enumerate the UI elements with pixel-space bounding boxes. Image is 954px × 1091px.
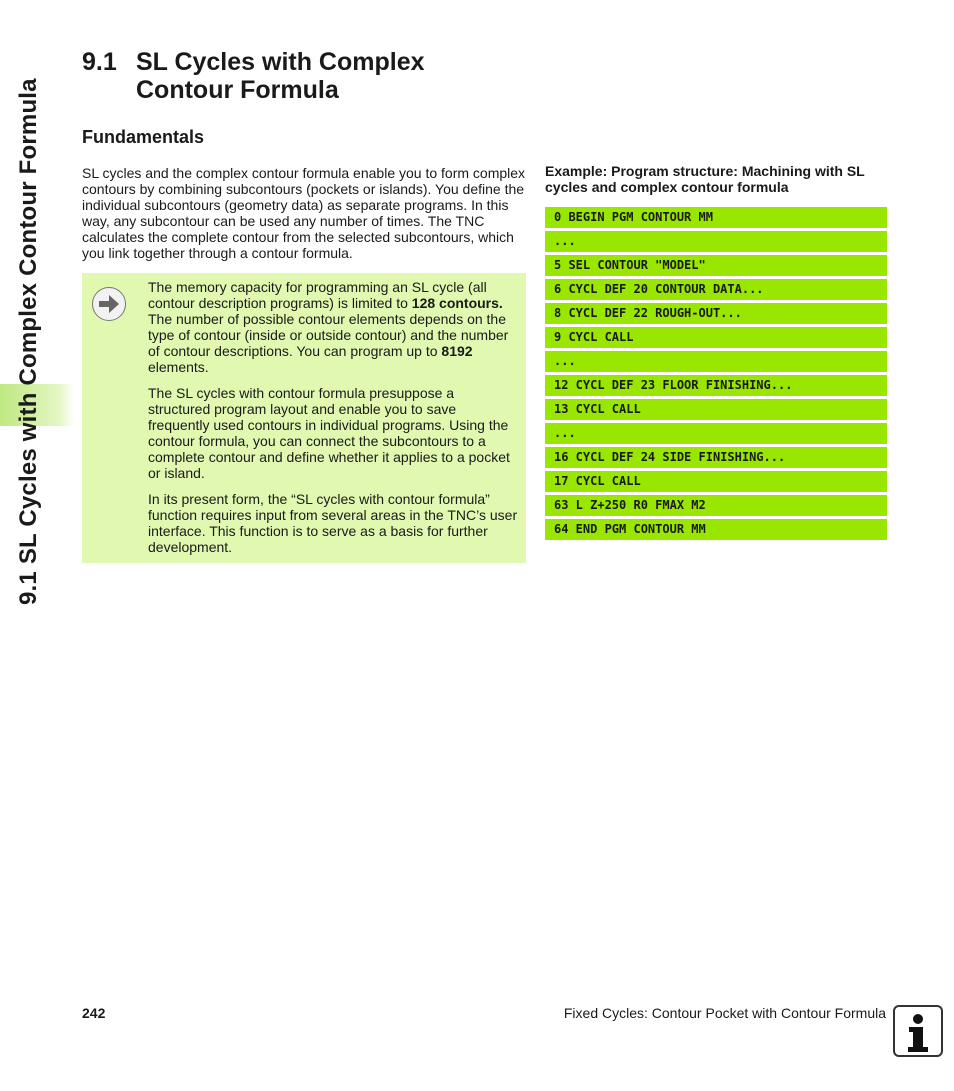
note-text: [148, 279, 518, 565]
note-emphasis-elements: 8192: [441, 343, 473, 359]
note-paragraph-1: [148, 279, 518, 375]
code-line: 6 CYCL DEF 20 CONTOUR DATA...: [545, 279, 887, 300]
code-line: ...: [545, 351, 887, 372]
code-line: 17 CYCL CALL: [545, 471, 887, 492]
example-title: Example: Program structure: Machining with SL cycles and complex contour formula: [545, 163, 865, 195]
note-paragraph-3: In its present form, the “SL cycles with contour formula” function requires input from several areas in the TNC’s user interface. This function is to serve as a basis for further development.: [148, 491, 518, 555]
code-line: 0 BEGIN PGM CONTOUR MM: [545, 207, 887, 228]
code-line: 13 CYCL CALL: [545, 399, 887, 420]
note-paragraph-2: The SL cycles with contour formula presuppose a structured program layout and enable you to save frequently used contours in individual programs. Using the contour formula, you can connect the subcontours to a complete contour and define whether it applies to a pocket or island.: [148, 385, 510, 481]
section-subheading: Fundamentals: [82, 127, 205, 147]
note-emphasis-contours: 128 contours.: [411, 295, 503, 311]
code-line: 5 SEL CONTOUR "MODEL": [545, 255, 887, 276]
note-text-segment: The memory capacity for programming an SL cycle (all contour description programs) is limited to: [148, 279, 487, 311]
code-line: 12 CYCL DEF 23 FLOOR FINISHING...: [545, 375, 887, 396]
title-line-2: Contour Formula: [136, 76, 339, 104]
code-line: ...: [545, 231, 887, 252]
arrow-right-icon: [92, 287, 126, 321]
code-listing: [545, 207, 887, 543]
title-line-1: SL Cycles with Complex: [136, 48, 425, 76]
code-line: 63 L Z+250 R0 FMAX M2: [545, 495, 887, 516]
footer-chapter-title: Fixed Cycles: Contour Pocket with Contour Formula: [563, 1005, 886, 1021]
note-text-segment: The number of possible contour elements depends on the type of contour (inside or outside contour) and the number of contour descriptions. You can program up to: [148, 311, 509, 359]
section-number: 9.1: [82, 48, 117, 76]
code-line: 64 END PGM CONTOUR MM: [545, 519, 887, 540]
code-line: 16 CYCL DEF 24 SIDE FINISHING...: [545, 447, 887, 468]
code-line: 8 CYCL DEF 22 ROUGH-OUT...: [545, 303, 887, 324]
page-number: 242: [82, 1005, 106, 1021]
page-title: [82, 48, 425, 104]
code-line: ...: [545, 423, 887, 444]
info-icon: [893, 1005, 943, 1057]
side-chapter-title: 9.1 SL Cycles with Complex Contour Formula: [15, 78, 42, 605]
code-line: 9 CYCL CALL: [545, 327, 887, 348]
intro-paragraph: SL cycles and the complex contour formula enable you to form complex contours by combining subcontours (pockets or islands). You define the individual subcontours (geometry data) as separate programs. In this way, any subcontour can be used any number of times. The TNC calculates the complete contour from the selected subcontours, which you link together through a contour formula.: [82, 165, 526, 261]
note-text-segment: elements.: [148, 359, 209, 375]
note-box: [82, 273, 526, 563]
